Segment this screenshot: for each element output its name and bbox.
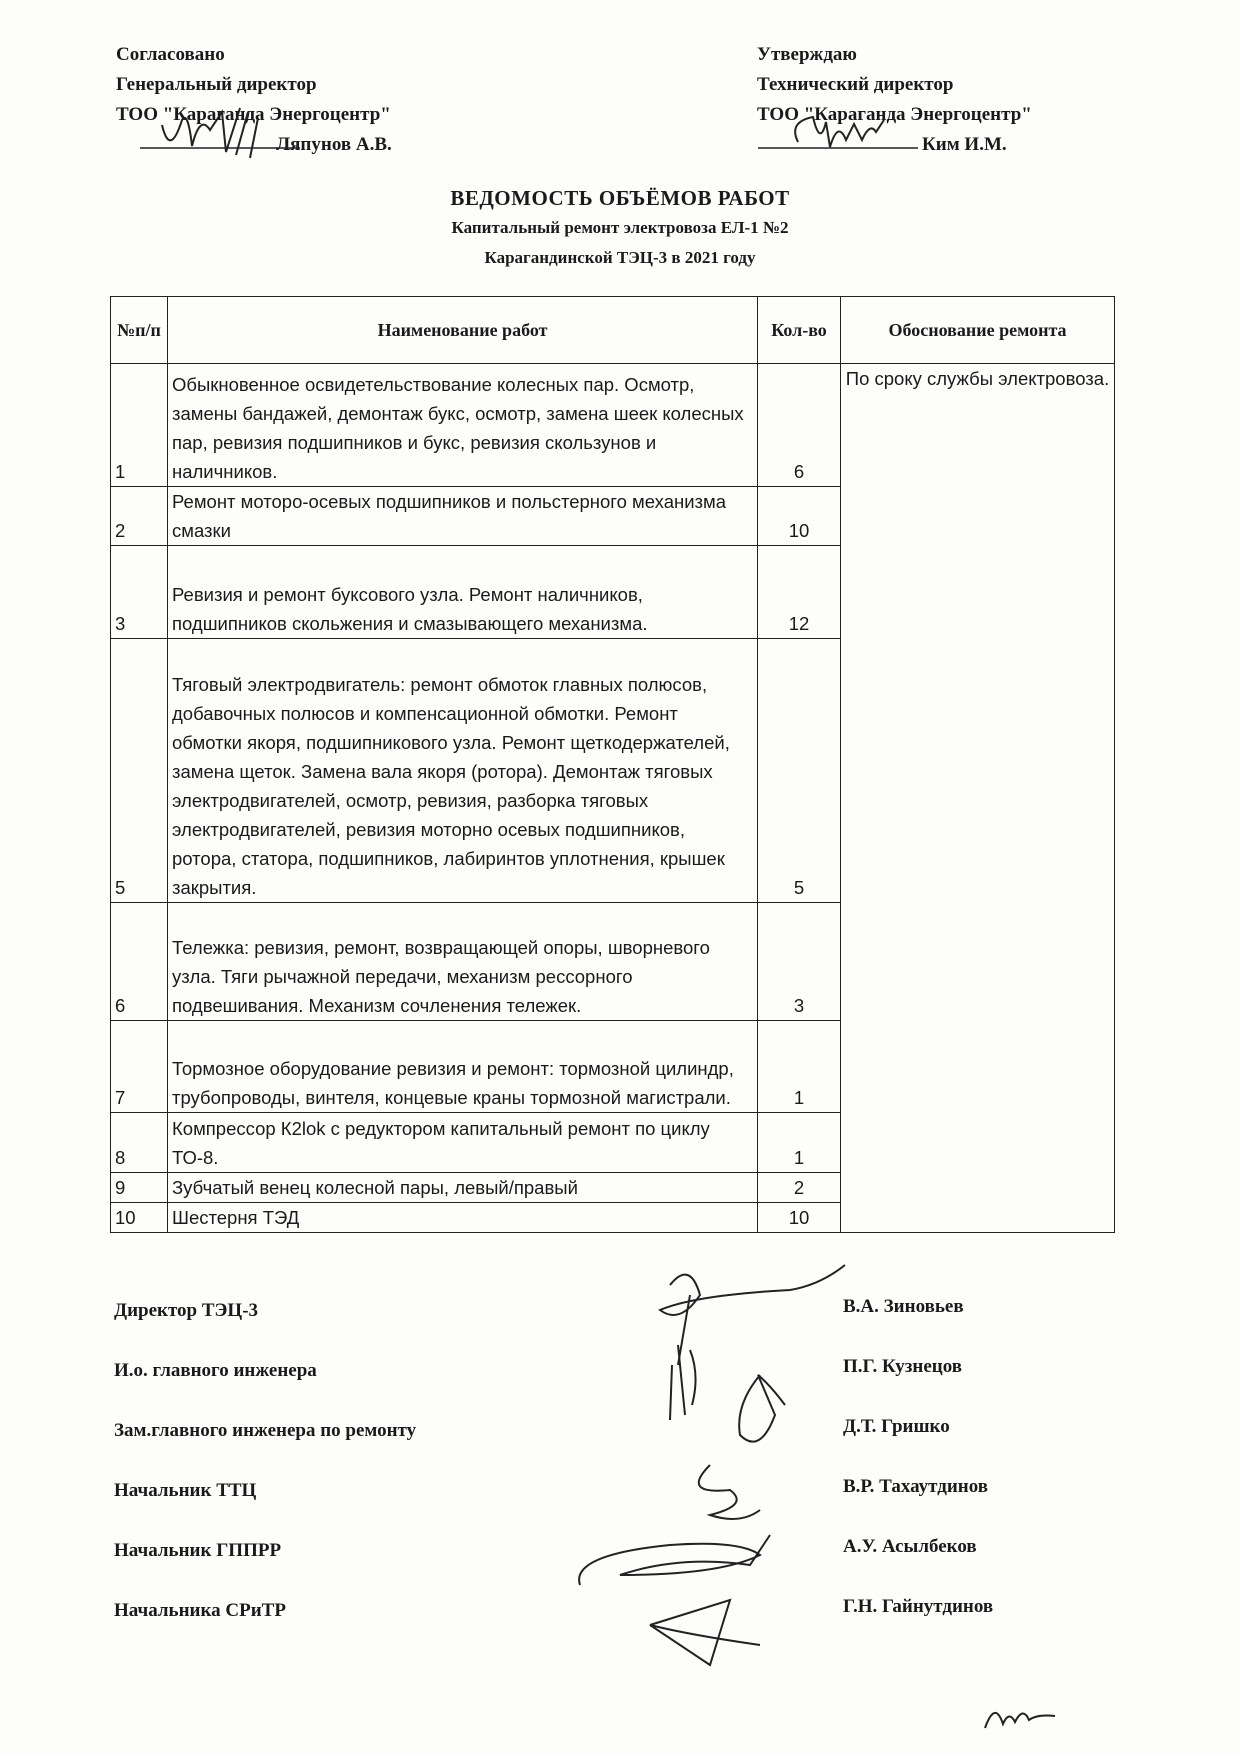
table-body [111,364,1115,1233]
signatory-name: А.У. Асылбеков [843,1536,977,1557]
row-quantity: 1 [758,1021,841,1113]
row-quantity: 2 [758,1173,841,1203]
approval-label: Согласовано [116,44,225,65]
row-number: 2 [111,487,168,546]
initials-signature [975,1690,1065,1740]
signatory-position: Начальник ГППРР [114,1540,282,1561]
row-work-name: Тяговый электродвигатель: ремонт обмоток главных полюсов, добавочных полюсов и компенсационной обмотки. Ремонт обмотки якоря, подшипникового узла. Ремонт щеткодержателей, замена щеток. Замена вала якоря (ротора). Демонтаж тяговых электродвигателей, осмотр, ревизия, разборка тяговых электродвигателей, ревизия моторно осевых подшипников, ротора, статора, подшипников, лабиринтов уплотнения, крышек закрытия. [168,639,758,903]
header-work-name: Наименование работ [168,297,758,364]
row-quantity: 10 [758,487,841,546]
signatory-position: И.о. главного инженера [114,1360,317,1381]
header-basis: Обоснование ремонта [841,297,1115,364]
row-number: 9 [111,1173,168,1203]
row-quantity: 10 [758,1203,841,1233]
row-number: 3 [111,546,168,639]
approval-label: Утверждаю [757,44,857,65]
row-work-name: Шестерня ТЭД [168,1203,758,1233]
row-quantity: 6 [758,364,841,487]
signatory-name: П.Г. Кузнецов [843,1356,963,1377]
row-work-name: Обыкновенное освидетельствование колесных пар. Осмотр, замены бандажей, демонтаж букс, осмотр, замена шеек колесных пар, ревизия подшипников и букс, ревизия скользунов и наличников. [168,364,758,487]
row-quantity: 12 [758,546,841,639]
signatory-name: В.А. Зиновьев [843,1296,964,1317]
signatory-position: Начальник ТТЦ [114,1480,257,1501]
row-work-name: Тормозное оборудование ревизия и ремонт: тормозной цилиндр, трубопроводы, винтеля, концевые краны тормозной магистрали. [168,1021,758,1113]
row-work-name: Ремонт моторо-осевых подшипников и польстерного механизма смазки [168,487,758,546]
signatures-cluster [560,1255,860,1675]
table-header-row [111,297,1115,364]
works-table [110,296,1115,1233]
document-title: ВЕДОМОСТЬ ОБЪЁМОВ РАБОТ [450,186,790,210]
header-quantity: Кол-во [758,297,841,364]
approval-organization: ТОО "Караганда Энергоцентр" [757,104,1032,125]
signatory-name: Д.Т. Гришко [843,1416,950,1437]
row-quantity: 5 [758,639,841,903]
row-work-name: Компрессор К2lok с редуктором капитальный ремонт по циклу ТО-8. [168,1113,758,1173]
approval-name: Ким И.М. [922,134,1007,155]
signature-left [140,100,300,160]
header-number: №п/п [111,297,168,364]
row-number: 10 [111,1203,168,1233]
document-subtitle-2: Карагандинской ТЭЦ-3 в 2021 году [484,248,756,267]
signatory-position: Начальника СРиТР [114,1600,286,1621]
row-number: 7 [111,1021,168,1113]
row-work-name: Тележка: ревизия, ремонт, возвращающей опоры, шворневого узла. Тяги рычажной передачи, механизм рессорного подвешивания. Механизм сочленения тележек. [168,903,758,1021]
document-subtitle: Капитальный ремонт электровоза ЕЛ-1 №2 [451,218,789,237]
row-number: 8 [111,1113,168,1173]
signatory-position: Зам.главного инженера по ремонту [114,1420,417,1441]
signatory-name: Г.Н. Гайнутдинов [843,1596,994,1617]
row-work-name: Зубчатый венец колесной пары, левый/правый [168,1173,758,1203]
row-basis: По сроку службы электровоза. [841,364,1115,1233]
approval-organization: ТОО "Караганда Энергоцентр" [116,104,391,125]
signatory-name: В.Р. Тахаутдинов [843,1476,989,1497]
row-work-name: Ревизия и ремонт буксового узла. Ремонт наличников, подшипников скольжения и смазывающего механизма. [168,546,758,639]
row-quantity: 3 [758,903,841,1021]
approval-position: Технический директор [757,74,954,95]
approval-name: Ляпунов А.В. [276,134,392,155]
table-row [111,364,1115,487]
signatory-position: Директор ТЭЦ-3 [114,1300,259,1321]
row-quantity: 1 [758,1113,841,1173]
row-number: 1 [111,364,168,487]
signature-right [758,102,918,162]
row-number: 5 [111,639,168,903]
row-number: 6 [111,903,168,1021]
approval-position: Генеральный директор [116,74,317,95]
